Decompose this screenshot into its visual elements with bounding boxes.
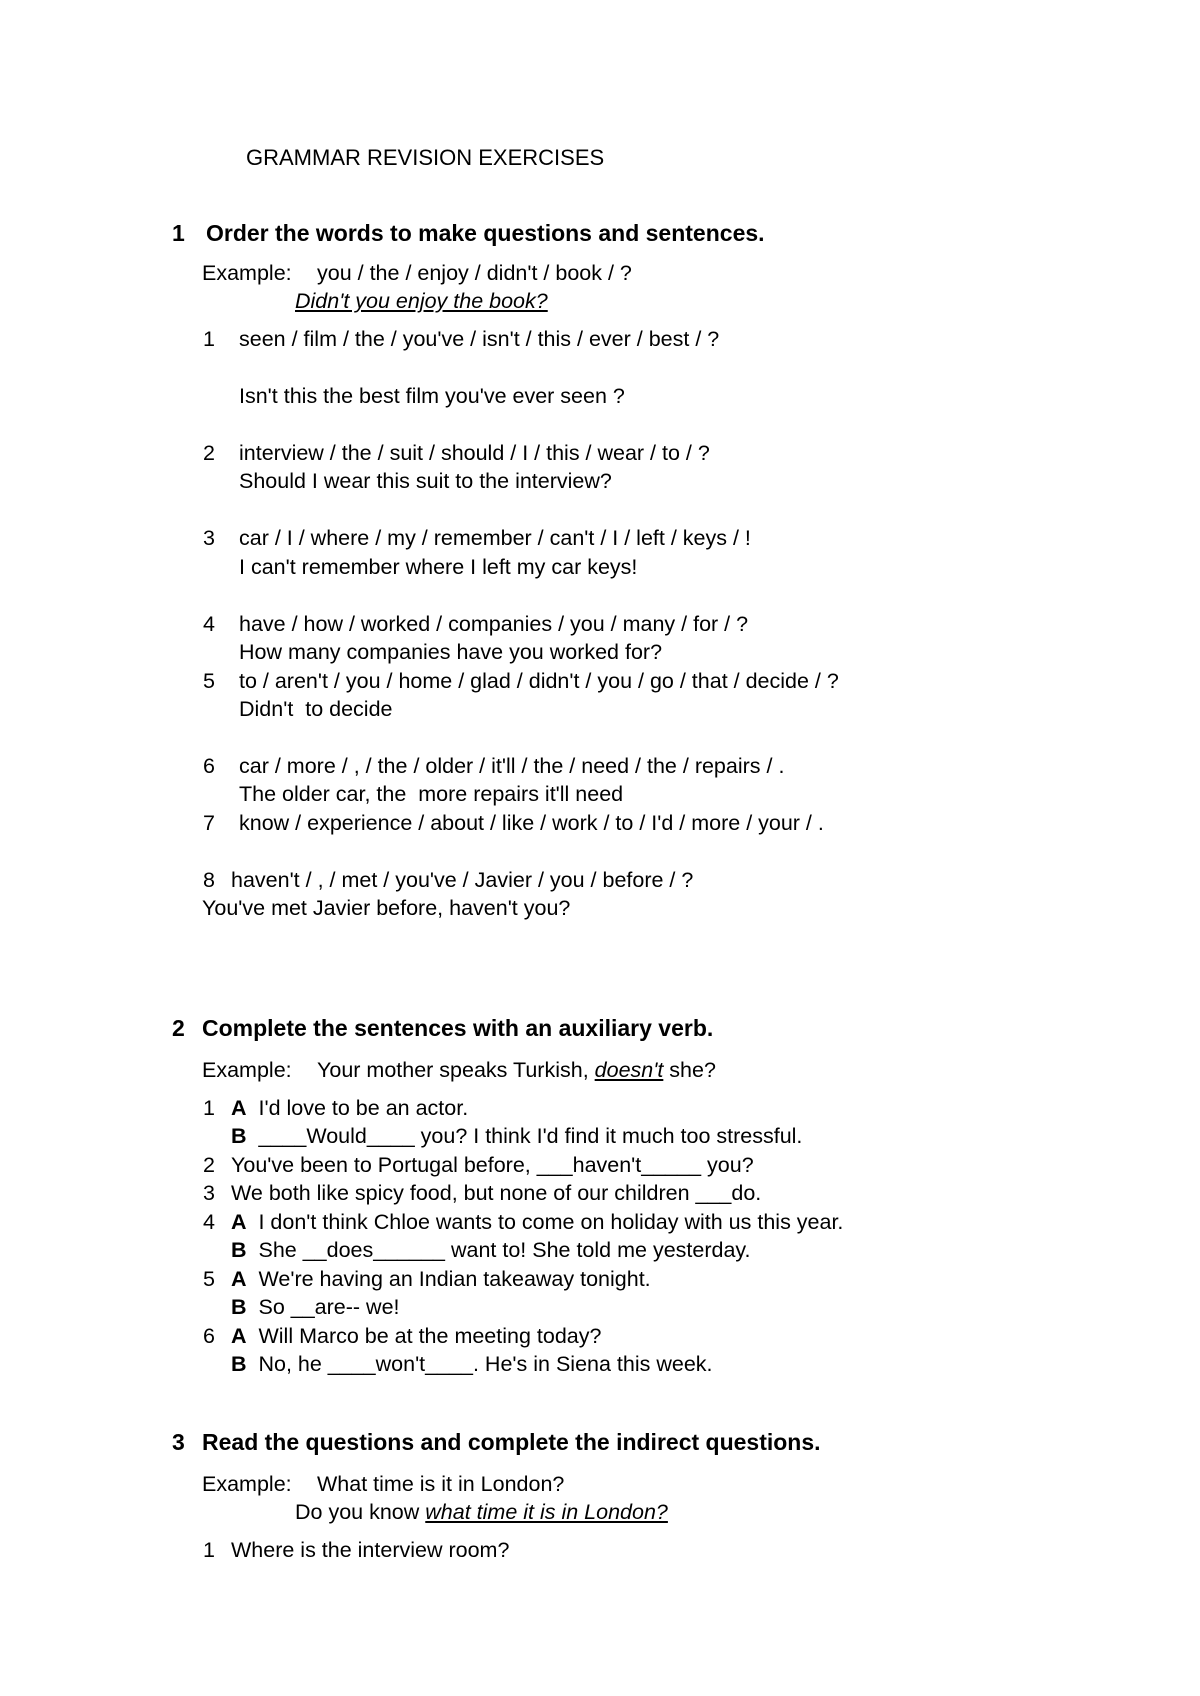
item-answer: The older car, the more repairs it'll need (239, 782, 624, 806)
item-number: 2 (203, 441, 215, 465)
item-number: 7 (203, 811, 215, 835)
section-3-number: 3 (172, 1429, 185, 1455)
speaker-b-line (231, 1236, 751, 1264)
speaker-text: No, he ____won't____. He's in Siena this week. (258, 1352, 713, 1376)
item-prompt: have / how / worked / companies / you / many / for / ? (239, 612, 749, 636)
speaker-text: We're having an Indian takeaway tonight. (258, 1267, 651, 1291)
speaker-a-line (231, 1322, 601, 1350)
example-text-before: Your mother speaks Turkish, (317, 1058, 595, 1082)
item-text: You've been to Portugal before, ___haven't_____ you? (231, 1153, 754, 1177)
item-number: 3 (203, 526, 215, 550)
item-number: 5 (203, 1267, 215, 1291)
item-prompt: know / experience / about / like / work / to / I'd / more / your / . (239, 811, 824, 835)
speaker-text: Will Marco be at the meeting today? (258, 1324, 602, 1348)
section-3-heading: Read the questions and complete the indirect questions. (202, 1429, 821, 1455)
speaker-label: B (231, 1352, 247, 1376)
example-text-after: she? (663, 1058, 716, 1082)
item-number: 4 (203, 1210, 215, 1234)
item-text: We both like spicy food, but none of our children ___do. (231, 1181, 762, 1205)
example-prompt: you / the / enjoy / didn't / book / ? (317, 261, 632, 285)
speaker-text: So __are-- we! (258, 1295, 400, 1319)
item-number: 1 (203, 1096, 215, 1120)
example-label: Example: (202, 1472, 292, 1496)
item-number: 1 (203, 1538, 215, 1562)
example-answer: doesn't (594, 1058, 664, 1082)
item-answer: Isn't this the best film you've ever seen ? (239, 384, 625, 408)
example-question: What time is it in London? (317, 1472, 565, 1496)
speaker-b-line (231, 1122, 802, 1150)
item-number: 6 (203, 754, 215, 778)
speaker-text: I don't think Chloe wants to come on holiday with us this year. (258, 1210, 844, 1234)
speaker-a-line (231, 1094, 468, 1122)
item-number: 5 (203, 669, 215, 693)
speaker-label: A (231, 1210, 247, 1234)
section-1-heading: Order the words to make questions and sentences. (206, 220, 765, 246)
example-indirect (295, 1498, 668, 1526)
speaker-text: I'd love to be an actor. (258, 1096, 469, 1120)
item-prompt: seen / film / the / you've / isn't / this / ever / best / ? (239, 327, 720, 351)
item-prompt: car / more / , / the / older / it'll / the / need / the / repairs / . (239, 754, 785, 778)
speaker-label: B (231, 1295, 247, 1319)
section-1-number: 1 (172, 220, 185, 246)
speaker-label: A (231, 1267, 247, 1291)
speaker-a-line (231, 1265, 651, 1293)
speaker-label: A (231, 1324, 247, 1348)
item-answer: How many companies have you worked for? (239, 640, 663, 664)
speaker-b-line (231, 1350, 713, 1378)
speaker-text: ____Would____ you? I think I'd find it much too stressful. (258, 1124, 803, 1148)
item-answer: I can't remember where I left my car keys! (239, 555, 638, 579)
item-prompt: interview / the / suit / should / I / this / wear / to / ? (239, 441, 710, 465)
speaker-b-line (231, 1293, 400, 1321)
example-prefix: Do you know (295, 1500, 426, 1524)
example-answer: what time it is in London? (425, 1500, 668, 1524)
speaker-a-line (231, 1208, 843, 1236)
speaker-label: B (231, 1238, 247, 1262)
item-number: 2 (203, 1153, 215, 1177)
speaker-label: A (231, 1096, 247, 1120)
speaker-text: She __does______ want to! She told me yesterday. (258, 1238, 751, 1262)
item-number: 3 (203, 1181, 215, 1205)
item-prompt: to / aren't / you / home / glad / didn't / you / go / that / decide / ? (239, 669, 839, 693)
page-title: GRAMMAR REVISION EXERCISES (246, 145, 605, 170)
item-number: 6 (203, 1324, 215, 1348)
example-label: Example: (202, 261, 292, 285)
item-prompt: car / I / where / my / remember / can't / I / left / keys / ! (239, 526, 751, 550)
item-answer: Should I wear this suit to the interview? (239, 469, 612, 493)
item-answer: Didn't to decide (239, 697, 393, 721)
item-question: Where is the interview room? (231, 1538, 510, 1562)
item-prompt: haven't / , / met / you've / Javier / you / before / ? (231, 868, 694, 892)
example-label: Example: (202, 1058, 292, 1082)
example-sentence (317, 1056, 716, 1084)
item-answer: You've met Javier before, haven't you? (202, 896, 571, 920)
section-2-heading: Complete the sentences with an auxiliary verb. (202, 1015, 714, 1041)
item-number: 4 (203, 612, 215, 636)
section-2-number: 2 (172, 1015, 185, 1041)
item-number: 1 (203, 327, 215, 351)
item-number: 8 (203, 868, 215, 892)
example-answer: Didn't you enjoy the book? (295, 289, 548, 313)
speaker-label: B (231, 1124, 247, 1148)
